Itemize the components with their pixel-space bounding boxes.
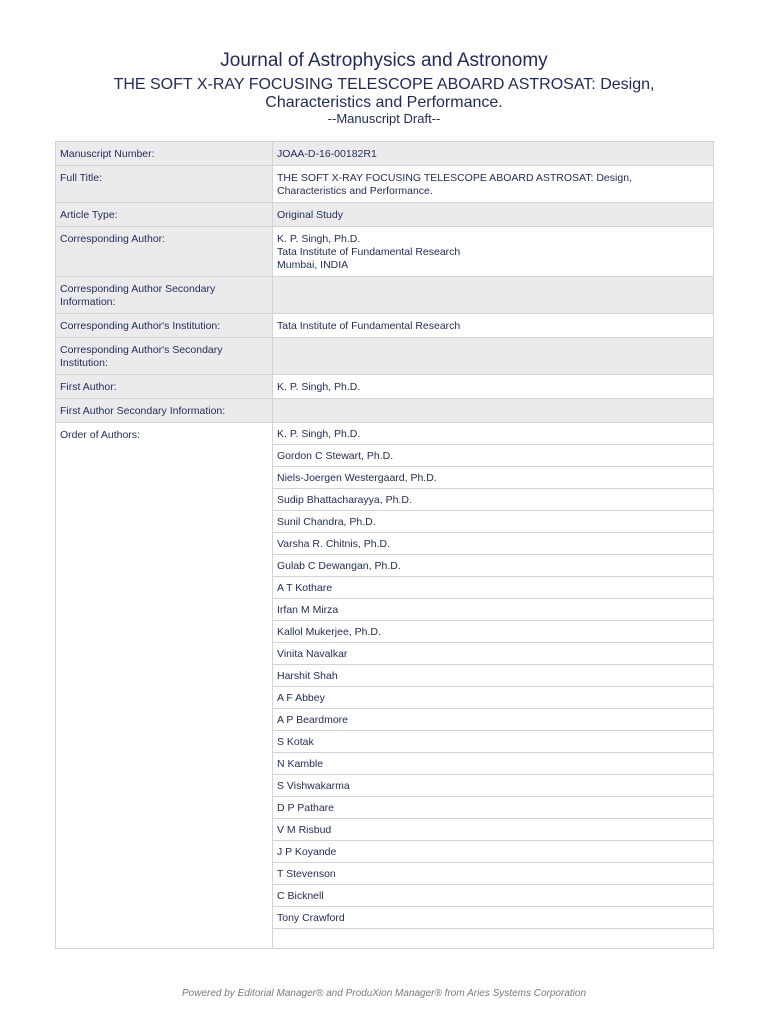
author-name: J P Koyande bbox=[273, 841, 714, 863]
field-value bbox=[273, 375, 714, 399]
field-label: First Author Secondary Information: bbox=[56, 399, 273, 423]
metadata-row bbox=[56, 227, 714, 277]
field-value-line: THE SOFT X-RAY FOCUSING TELESCOPE ABOARD ASTROSAT: Design, bbox=[277, 172, 632, 184]
journal-title: Journal of Astrophysics and Astronomy bbox=[220, 50, 548, 71]
author-name: Sunil Chandra, Ph.D. bbox=[273, 511, 714, 533]
field-value bbox=[273, 399, 714, 423]
field-label: Full Title: bbox=[56, 166, 273, 203]
author-name: C Bicknell bbox=[273, 885, 714, 907]
field-label: Manuscript Number: bbox=[56, 142, 273, 166]
author-name: Varsha R. Chitnis, Ph.D. bbox=[273, 533, 714, 555]
footer-credit: Powered by Editorial Manager® and ProduXion Manager® from Aries Systems Corporation bbox=[182, 988, 586, 999]
field-value bbox=[273, 277, 714, 314]
field-value-line: Tata Institute of Fundamental Research bbox=[277, 246, 461, 258]
field-label: Corresponding Author: bbox=[56, 227, 273, 277]
metadata-row bbox=[56, 166, 714, 203]
field-value-line: Mumbai, INDIA bbox=[277, 259, 349, 271]
author-name: Harshit Shah bbox=[273, 665, 714, 687]
draft-label: --Manuscript Draft-- bbox=[327, 111, 441, 126]
author-name: Sudip Bhattacharayya, Ph.D. bbox=[273, 489, 714, 511]
metadata-row bbox=[56, 314, 714, 338]
author-name: A F Abbey bbox=[273, 687, 714, 709]
author-name: T Stevenson bbox=[273, 863, 714, 885]
field-value-line: Original Study bbox=[277, 209, 343, 221]
field-value-line: Tata Institute of Fundamental Research bbox=[277, 320, 461, 332]
field-value-line bbox=[277, 283, 709, 296]
metadata-row bbox=[56, 277, 714, 314]
author-name: K. P. Singh, Ph.D. bbox=[273, 423, 714, 445]
metadata-row bbox=[56, 142, 714, 166]
author-name: Kallol Mukerjee, Ph.D. bbox=[273, 621, 714, 643]
author-name: S Vishwakarma bbox=[273, 775, 714, 797]
author-name: Gordon C Stewart, Ph.D. bbox=[273, 445, 714, 467]
field-value bbox=[273, 203, 714, 227]
author-name: V M Risbud bbox=[273, 819, 714, 841]
author-name: Vinita Navalkar bbox=[273, 643, 714, 665]
field-value-line: K. P. Singh, Ph.D. bbox=[277, 381, 361, 393]
author-name: D P Pathare bbox=[273, 797, 714, 819]
field-value-line: K. P. Singh, Ph.D. bbox=[277, 233, 361, 245]
metadata-row bbox=[56, 399, 714, 423]
field-label: Corresponding Author's Institution: bbox=[56, 314, 273, 338]
field-value bbox=[273, 166, 714, 203]
author-name: Niels-Joergen Westergaard, Ph.D. bbox=[273, 467, 714, 489]
author-name: A T Kothare bbox=[273, 577, 714, 599]
metadata-row bbox=[56, 375, 714, 399]
author-row bbox=[56, 423, 714, 445]
field-value bbox=[273, 227, 714, 277]
field-value-line: Characteristics and Performance. bbox=[277, 185, 433, 197]
author-name: Irfan M Mirza bbox=[273, 599, 714, 621]
author-name: A P Beardmore bbox=[273, 709, 714, 731]
author-name: Tony Crawford bbox=[273, 907, 714, 929]
field-value-line: JOAA-D-16-00182R1 bbox=[277, 148, 377, 160]
document-header bbox=[0, 50, 768, 126]
metadata-row bbox=[56, 338, 714, 375]
field-label: Article Type: bbox=[56, 203, 273, 227]
field-value bbox=[273, 338, 714, 375]
field-value bbox=[273, 142, 714, 166]
author-name: N Kamble bbox=[273, 753, 714, 775]
authors-label: Order of Authors: bbox=[56, 423, 273, 949]
field-label: Corresponding Author Secondary Information: bbox=[56, 277, 273, 314]
field-label: Corresponding Author's Secondary Institution: bbox=[56, 338, 273, 375]
author-name: Gulab C Dewangan, Ph.D. bbox=[273, 555, 714, 577]
field-label: First Author: bbox=[56, 375, 273, 399]
metadata-row bbox=[56, 203, 714, 227]
author-name bbox=[273, 929, 714, 949]
manuscript-metadata-table bbox=[55, 141, 714, 949]
field-value bbox=[273, 314, 714, 338]
field-value-line bbox=[277, 405, 709, 418]
author-name: S Kotak bbox=[273, 731, 714, 753]
paper-title: THE SOFT X-RAY FOCUSING TELESCOPE ABOARD ASTROSAT: Design, Characteristics and Performance. bbox=[113, 76, 655, 111]
field-value-line bbox=[277, 344, 709, 357]
